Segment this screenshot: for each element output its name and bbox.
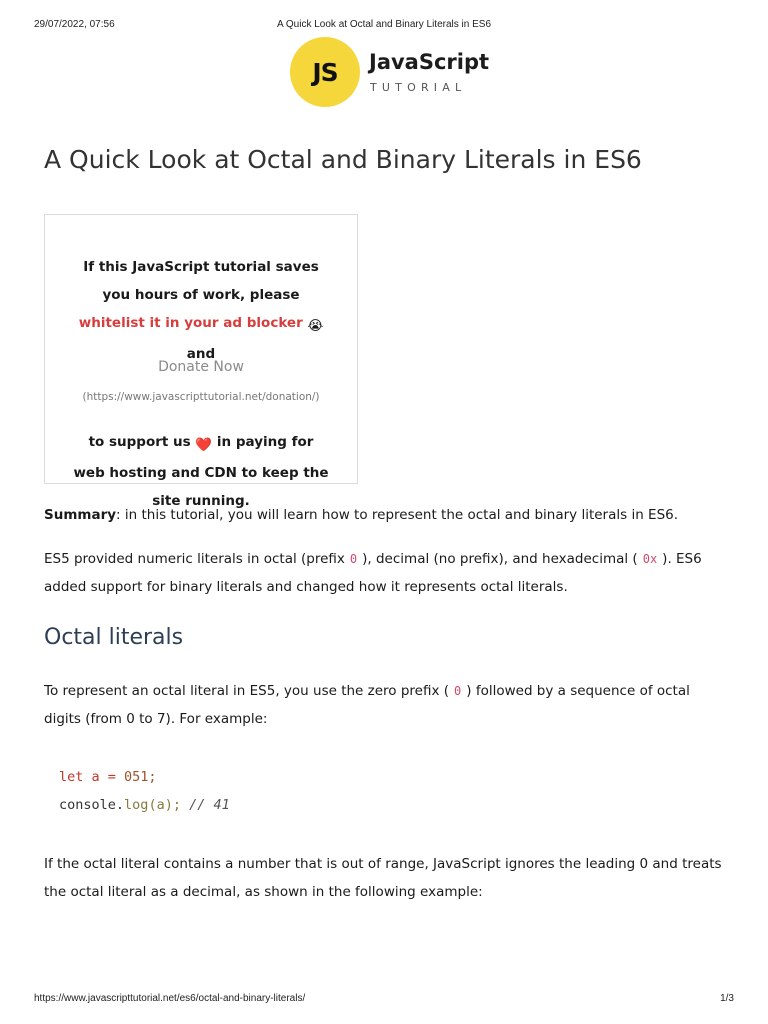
js-logo-badge: JS: [290, 37, 360, 107]
summary-label: Summary: [44, 507, 117, 523]
es5-text-2: ), decimal (no prefix), and hexadecimal (: [362, 551, 638, 567]
es5-text-1: ES5 provided numeric literals in octal (prefix: [44, 551, 345, 567]
ad-notice-lead: If this JavaScript tutorial saves you hours of work, please: [83, 259, 319, 303]
print-url: https://www.javascripttutorial.net/es6/octal-and-binary-literals/: [34, 993, 306, 1004]
code-semicolon: ;: [148, 769, 157, 785]
octal-literals-heading: Octal literals: [44, 625, 184, 650]
code-keyword: let: [59, 769, 84, 785]
print-datetime: 29/07/2022, 07:56: [34, 19, 115, 30]
logo-title: JavaScript: [369, 50, 490, 74]
code-line-2: [59, 791, 230, 819]
support-tail: in paying for web hosting and CDN to keep the site running.: [73, 434, 329, 509]
logo-subtitle: TUTORIAL: [370, 81, 467, 94]
out-of-range-paragraph: If the octal literal contains a number that is out of range, JavaScript ignores the leading 0 and treats the octal literal as a decimal, as shown in the following example:: [44, 856, 722, 900]
inline-code-octal-prefix: 0: [349, 552, 358, 566]
code-example: [59, 763, 230, 819]
inline-code-zero-prefix: 0: [454, 684, 462, 698]
print-footer: [0, 993, 768, 1007]
inline-code-hex-prefix: 0x: [642, 552, 658, 566]
ad-notice-text: [45, 253, 357, 368]
summary-text: : in this tutorial, you will learn how to represent the octal and binary literals in ES6.: [116, 507, 679, 523]
code-declaration: a =: [83, 769, 125, 785]
ad-notice-tail: and: [186, 346, 216, 362]
octal-text-2: ) followed by a sequence of octal digits (from 0 to 7). For example:: [44, 683, 690, 727]
summary-paragraph: [44, 501, 729, 529]
donate-link[interactable]: Donate Now: [158, 359, 244, 375]
code-object: console: [59, 797, 116, 813]
print-page-number: 1/3: [720, 993, 734, 1004]
octal-paragraph: [44, 677, 729, 733]
crying-face-icon: 😭: [307, 318, 324, 334]
ad-blocker-notice: [44, 214, 358, 509]
es5-text-3: ). ES6 added support for binary literals and changed how it represents octal literals.: [44, 551, 702, 595]
support-lead: to support us: [88, 434, 196, 450]
code-args: (a);: [148, 797, 181, 813]
code-dot: .: [115, 797, 125, 813]
code-line-1: [59, 763, 230, 791]
donate-url: (https://www.javascripttutorial.net/donation/): [82, 391, 320, 403]
page-title: A Quick Look at Octal and Binary Literals in ES6: [44, 145, 642, 174]
code-number: 051: [124, 769, 149, 785]
print-page-title: A Quick Look at Octal and Binary Literals in ES6: [277, 19, 491, 30]
es5-paragraph: [44, 545, 729, 601]
octal-text-1: To represent an octal literal in ES5, you use the zero prefix (: [44, 683, 450, 699]
code-comment: // 41: [189, 797, 230, 813]
whitelist-link[interactable]: whitelist it in your ad blocker: [78, 315, 303, 331]
heart-icon: ❤️: [195, 437, 213, 453]
code-function: log: [124, 797, 149, 813]
print-header: [0, 19, 768, 33]
